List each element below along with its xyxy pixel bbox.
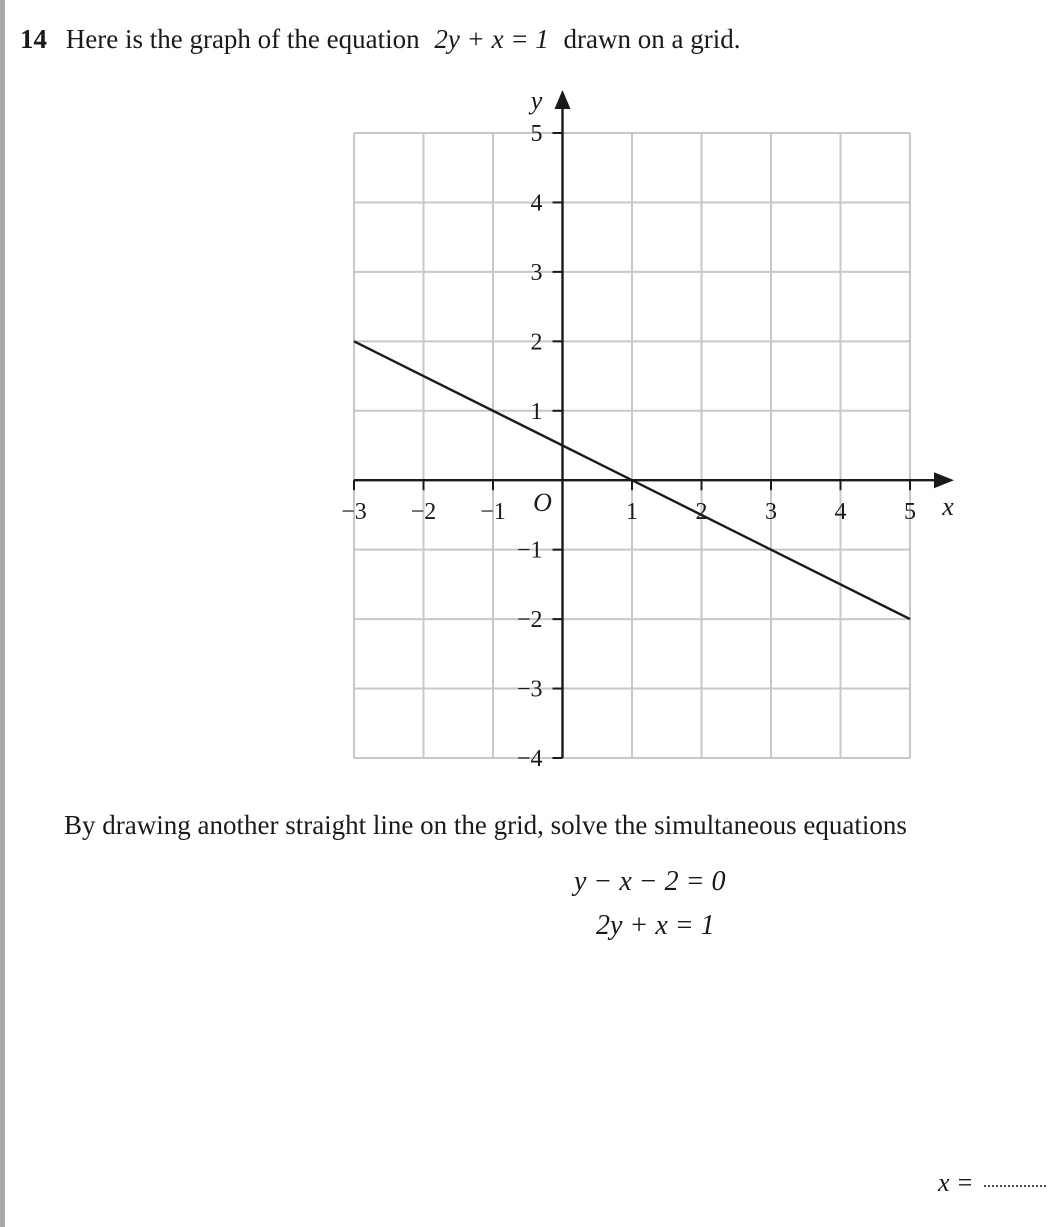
- x-tick-label: 5: [904, 499, 916, 526]
- x-tick-label: −2: [410, 499, 437, 526]
- x-tick-label: −3: [341, 499, 367, 526]
- y-tick-label: −1: [516, 537, 543, 564]
- tick-labels: [341, 86, 954, 772]
- answer-line: [938, 1168, 1046, 1198]
- y-tick-label: 5: [530, 121, 543, 147]
- y-tick-label: 3: [530, 259, 543, 286]
- y-tick-label: 1: [530, 398, 543, 425]
- equation-1-text: y − x − 2 = 0: [574, 866, 726, 897]
- question-text-after: drawn on a grid.: [563, 24, 741, 54]
- y-tick-label: −4: [516, 746, 543, 772]
- equation-2-text: 2y + x = 1: [596, 910, 715, 941]
- y-tick-label: −3: [516, 676, 543, 703]
- question-number: 14: [20, 24, 47, 54]
- y-axis-label: y: [530, 86, 543, 115]
- question-text-before: Here is the graph of the equation: [65, 24, 420, 54]
- equation-1: [574, 866, 726, 898]
- axes: [354, 90, 954, 758]
- x-tick-label: −1: [480, 499, 506, 526]
- y-tick-label: −2: [516, 607, 543, 634]
- x-axis-label: x: [942, 492, 954, 522]
- x-tick-label: 4: [834, 499, 847, 526]
- y-tick-label: 2: [530, 329, 543, 356]
- x-tick-label: 1: [626, 499, 638, 526]
- y-axis-arrowhead: [555, 90, 571, 109]
- x-tick-label: 3: [765, 499, 777, 526]
- answer-input[interactable]: [984, 1185, 1046, 1187]
- equation-2: [596, 910, 715, 942]
- x-tick-label: 2: [695, 499, 708, 526]
- x-axis-arrowhead: [934, 472, 954, 488]
- origin-label: O: [533, 488, 552, 518]
- instruction-text: By drawing another straight line on the grid, solve the simultaneous equations: [64, 810, 907, 840]
- question-equation: 2y + x = 1: [434, 24, 549, 54]
- grid-lines: [354, 133, 910, 758]
- y-tick-label: 4: [530, 190, 543, 217]
- answer-label: x =: [938, 1168, 974, 1197]
